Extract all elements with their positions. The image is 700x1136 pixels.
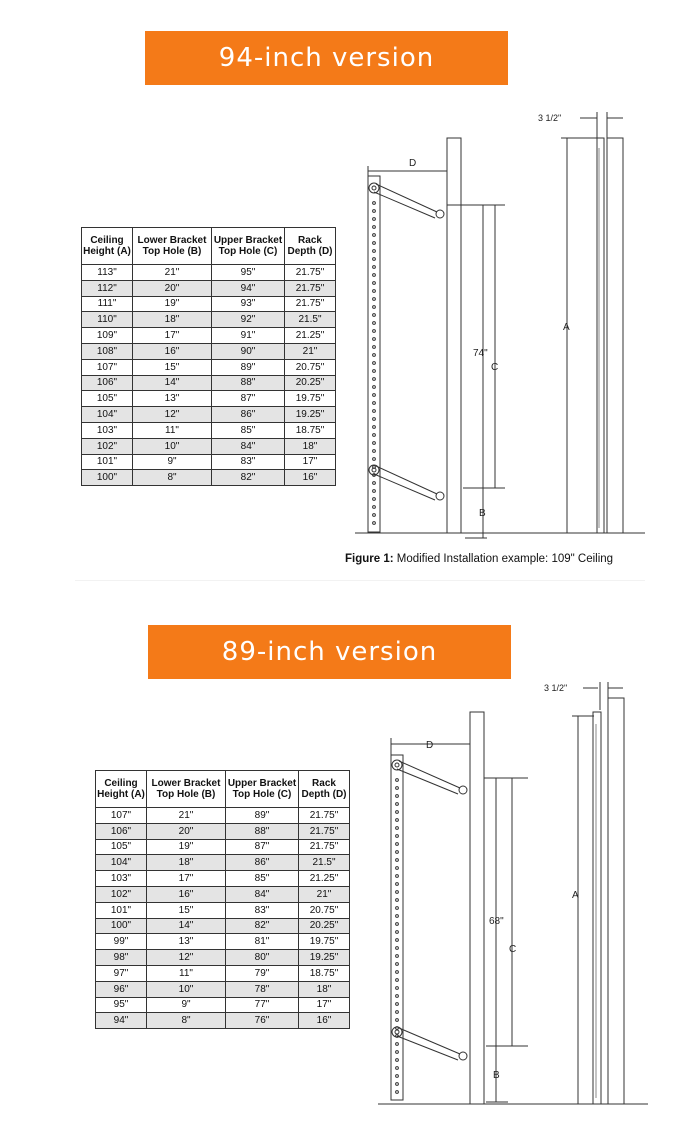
table-cell: 78" — [226, 981, 299, 997]
table-cell: 107" — [82, 359, 133, 375]
header-rack-depth: Rack Depth (D) — [285, 228, 336, 265]
table-cell: 79" — [226, 965, 299, 981]
table-row — [96, 886, 350, 902]
table-cell: 100" — [96, 918, 147, 934]
table-row — [82, 265, 336, 281]
table-cell: 9" — [147, 997, 226, 1013]
table-cell: 86" — [212, 407, 285, 423]
table-cell: 101" — [82, 454, 133, 470]
table-cell: 86" — [226, 855, 299, 871]
installation-diagram-89 — [378, 680, 648, 1110]
table-cell: 111" — [82, 296, 133, 312]
label-height-74: 74" — [473, 348, 488, 359]
table-cell: 87" — [212, 391, 285, 407]
table-cell: 10" — [133, 438, 212, 454]
table-cell: 95" — [96, 997, 147, 1013]
left-rack-post — [391, 755, 403, 1100]
table-row — [82, 407, 336, 423]
table-row — [82, 375, 336, 391]
table-body — [96, 808, 350, 1029]
table-cell: 15" — [133, 359, 212, 375]
table-row — [96, 1013, 350, 1029]
table-cell: 14" — [147, 918, 226, 934]
table-cell: 21.75" — [285, 296, 336, 312]
table-cell: 94" — [96, 1013, 147, 1029]
table-cell: 21.75" — [285, 265, 336, 281]
table-cell: 19.75" — [299, 934, 350, 950]
table-cell: 88" — [226, 823, 299, 839]
table-row — [96, 997, 350, 1013]
table-cell: 77" — [226, 997, 299, 1013]
right-rack-post — [470, 712, 484, 1104]
spec-table-89 — [95, 770, 350, 1029]
table-cell: 16" — [285, 470, 336, 486]
table-row — [82, 454, 336, 470]
table-cell: 110" — [82, 312, 133, 328]
table-cell: 18" — [133, 312, 212, 328]
table-cell: 19" — [133, 296, 212, 312]
table-cell: 107" — [96, 808, 147, 824]
table-row — [82, 438, 336, 454]
table-cell: 92" — [212, 312, 285, 328]
table-cell: 18" — [299, 981, 350, 997]
table-row — [82, 312, 336, 328]
table-cell: 21" — [133, 265, 212, 281]
table-cell: 13" — [133, 391, 212, 407]
table-row — [96, 902, 350, 918]
table-cell: 104" — [82, 407, 133, 423]
label-rack-depth-d: D — [409, 158, 417, 169]
table-row — [82, 343, 336, 359]
table-cell: 96" — [96, 981, 147, 997]
table-cell: 85" — [212, 422, 285, 438]
table-row — [96, 965, 350, 981]
table-cell: 98" — [96, 950, 147, 966]
table-cell: 21.25" — [299, 871, 350, 887]
table-cell: 21.75" — [299, 839, 350, 855]
table-cell: 95" — [212, 265, 285, 281]
version-banner-94: 94-inch version — [145, 31, 508, 85]
table-cell: 17" — [285, 454, 336, 470]
table-cell: 12" — [133, 407, 212, 423]
table-cell: 19.25" — [285, 407, 336, 423]
table-cell: 101" — [96, 902, 147, 918]
table-row — [82, 422, 336, 438]
label-upper-c: C — [509, 944, 517, 955]
label-width-3-1-2: 3 1/2" — [544, 683, 568, 693]
table-cell: 82" — [226, 918, 299, 934]
table-cell: 16" — [299, 1013, 350, 1029]
table-cell: 90" — [212, 343, 285, 359]
table-cell: 89" — [212, 359, 285, 375]
header-ceiling-height: Ceiling Height (A) — [96, 771, 147, 808]
table-cell: 104" — [96, 855, 147, 871]
caption-text: Modified Installation example: 109" Ceiling — [393, 553, 614, 565]
table-cell: 10" — [147, 981, 226, 997]
table-cell: 16" — [133, 343, 212, 359]
table-cell: 21" — [285, 343, 336, 359]
table-cell: 105" — [82, 391, 133, 407]
version-banner-89: 89-inch version — [148, 625, 511, 679]
label-ceiling-a: A — [572, 890, 579, 901]
table-cell: 21" — [299, 886, 350, 902]
header-lower-bracket: Lower Bracket Top Hole (B) — [133, 228, 212, 265]
table-cell: 85" — [226, 871, 299, 887]
table-cell: 89" — [226, 808, 299, 824]
table-cell: 18.75" — [299, 965, 350, 981]
side-view-post — [608, 698, 624, 1104]
table-cell: 21.25" — [285, 328, 336, 344]
table-cell: 109" — [82, 328, 133, 344]
table-row — [82, 280, 336, 296]
table-cell: 16" — [147, 886, 226, 902]
table-cell: 83" — [212, 454, 285, 470]
table-cell: 20.25" — [285, 375, 336, 391]
table-row — [96, 871, 350, 887]
header-upper-bracket: Upper Bracket Top Hole (C) — [226, 771, 299, 808]
table-cell: 81" — [226, 934, 299, 950]
table-cell: 11" — [133, 422, 212, 438]
table-cell: 88" — [212, 375, 285, 391]
table-cell: 20.75" — [299, 902, 350, 918]
table-cell: 20.25" — [299, 918, 350, 934]
table-cell: 19.75" — [285, 391, 336, 407]
table-cell: 108" — [82, 343, 133, 359]
table-row — [96, 918, 350, 934]
table-cell: 94" — [212, 280, 285, 296]
table-cell: 91" — [212, 328, 285, 344]
table-cell: 17" — [299, 997, 350, 1013]
header-rack-depth: Rack Depth (D) — [299, 771, 350, 808]
table-cell: 87" — [226, 839, 299, 855]
table-cell: 21.5" — [299, 855, 350, 871]
right-rack-post — [447, 138, 461, 533]
table-row — [82, 296, 336, 312]
label-ceiling-a: A — [563, 322, 570, 333]
side-view-rail — [597, 138, 604, 533]
label-height-68: 68" — [489, 916, 504, 927]
table-header-row — [82, 228, 336, 265]
table-cell: 113" — [82, 265, 133, 281]
table-cell: 17" — [133, 328, 212, 344]
table-cell: 14" — [133, 375, 212, 391]
table-row — [96, 823, 350, 839]
table-row — [96, 950, 350, 966]
table-cell: 20.75" — [285, 359, 336, 375]
table-cell: 103" — [96, 871, 147, 887]
table-row — [96, 808, 350, 824]
caption-label: Figure 1: — [345, 553, 394, 565]
table-cell: 103" — [82, 422, 133, 438]
table-cell: 18" — [147, 855, 226, 871]
table-cell: 21.5" — [285, 312, 336, 328]
table-cell: 21.75" — [299, 823, 350, 839]
table-cell: 9" — [133, 454, 212, 470]
label-width-3-1-2: 3 1/2" — [538, 113, 562, 123]
table-cell: 8" — [133, 470, 212, 486]
table-row — [96, 839, 350, 855]
table-cell: 112" — [82, 280, 133, 296]
table-cell: 8" — [147, 1013, 226, 1029]
table-cell: 21.75" — [299, 808, 350, 824]
table-row — [82, 328, 336, 344]
table-cell: 13" — [147, 934, 226, 950]
table-cell: 106" — [96, 823, 147, 839]
table-cell: 19.25" — [299, 950, 350, 966]
table-body — [82, 265, 336, 486]
table-cell: 99" — [96, 934, 147, 950]
table-cell: 106" — [82, 375, 133, 391]
table-cell: 105" — [96, 839, 147, 855]
table-cell: 84" — [212, 438, 285, 454]
header-lower-bracket: Lower Bracket Top Hole (B) — [147, 771, 226, 808]
table-row — [82, 391, 336, 407]
table-row — [96, 934, 350, 950]
installation-diagram-94 — [355, 108, 645, 583]
table-cell: 20" — [147, 823, 226, 839]
table-row — [82, 359, 336, 375]
table-cell: 97" — [96, 965, 147, 981]
table-cell: 82" — [212, 470, 285, 486]
label-lower-b: B — [493, 1070, 500, 1081]
table-cell: 12" — [147, 950, 226, 966]
header-ceiling-height: Ceiling Height (A) — [82, 228, 133, 265]
table-cell: 19" — [147, 839, 226, 855]
side-view-post — [607, 138, 623, 533]
table-cell: 18.75" — [285, 422, 336, 438]
table-cell: 76" — [226, 1013, 299, 1029]
table-cell: 18" — [285, 438, 336, 454]
section-divider — [75, 580, 645, 581]
table-cell: 17" — [147, 871, 226, 887]
table-cell: 80" — [226, 950, 299, 966]
table-cell: 21.75" — [285, 280, 336, 296]
table-cell: 21" — [147, 808, 226, 824]
table-cell: 102" — [96, 886, 147, 902]
table-cell: 15" — [147, 902, 226, 918]
table-cell: 83" — [226, 902, 299, 918]
header-upper-bracket: Upper Bracket Top Hole (C) — [212, 228, 285, 265]
label-rack-depth-d: D — [426, 740, 434, 751]
table-cell: 102" — [82, 438, 133, 454]
table-row — [96, 981, 350, 997]
side-view-rail — [593, 712, 601, 1104]
table-cell: 93" — [212, 296, 285, 312]
table-row — [96, 855, 350, 871]
label-upper-c: C — [491, 362, 499, 373]
table-row — [82, 470, 336, 486]
table-cell: 20" — [133, 280, 212, 296]
table-cell: 11" — [147, 965, 226, 981]
figure-caption — [345, 553, 613, 565]
table-cell: 100" — [82, 470, 133, 486]
label-lower-b: B — [479, 508, 486, 519]
table-header-row — [96, 771, 350, 808]
spec-table-94 — [81, 227, 336, 486]
table-cell: 84" — [226, 886, 299, 902]
